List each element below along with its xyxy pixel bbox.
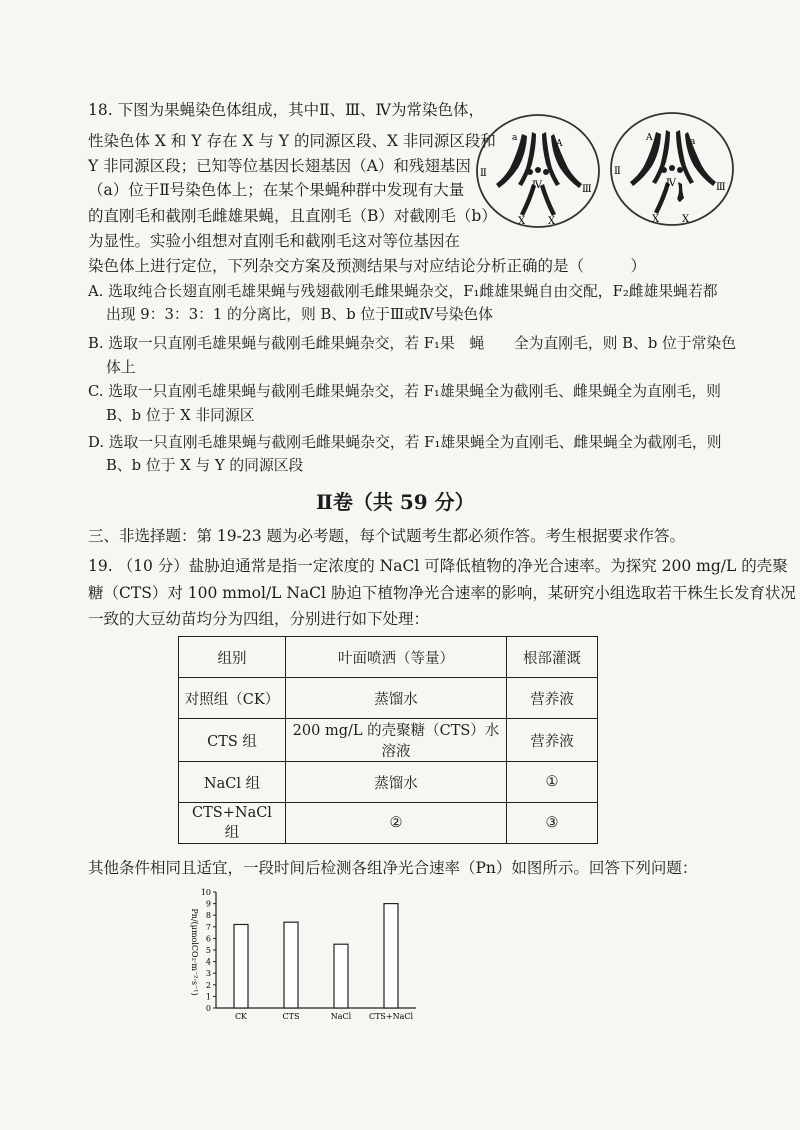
chrom-label-II-right: Ⅱ <box>614 166 621 177</box>
table-cell: 蒸馏水 <box>286 678 507 719</box>
chart-y-tick-label: 6 <box>205 934 211 944</box>
table-header: 根部灌溉 <box>507 637 598 678</box>
q18-option-b2: 体上 <box>106 359 136 376</box>
chart-y-tick-label: 9 <box>205 899 211 909</box>
chart-x-label-2: NaCl <box>330 1012 352 1021</box>
chart-x-label-0: CK <box>234 1012 248 1021</box>
chart-bar-1 <box>284 922 298 1008</box>
chrom-label-IV-left: Ⅳ <box>532 180 542 191</box>
chart-bar-0 <box>234 924 248 1008</box>
table-cell: ② <box>286 803 507 844</box>
q18-line-2: Y 非同源区段；已知等位基因长翅基因（A）和残翅基因 <box>88 157 471 175</box>
q18-option-c1: C. 选取一只直刚毛雄果蝇与截刚毛雌果蝇杂交，若 F₁雄果蝇全为截刚毛、雌果蝇全为直刚毛，则 <box>88 383 721 400</box>
chrom-label-A-right: A <box>646 133 653 143</box>
table-row <box>179 719 598 762</box>
table-row <box>179 678 598 719</box>
section-instruction: 三、非选择题：第 19-23 题为必考题，每个试题考生都必须作答。考生根据要求作答。 <box>88 527 686 545</box>
chrom-label-A-left: A <box>556 139 563 149</box>
q19-after-table: 其他条件相同且适宜，一段时间后检测各组净光合速率（Pn）如图所示。回答下列问题： <box>88 859 698 877</box>
q19-line-0: 19. （10 分）盐胁迫通常是指一定浓度的 NaCl 可降低植物的净光合速率。为探究 200 mg/L 的壳聚 <box>88 557 788 575</box>
q18-line-5: 为显性。实验小组想对直刚毛和截刚毛这对等位基因在 <box>88 232 461 250</box>
table-cell: CTS+NaCl 组 <box>179 803 286 844</box>
chromosome-diagram-left <box>474 112 602 230</box>
table-cell: ③ <box>507 803 598 844</box>
q19-line-1: 糖（CTS）对 100 mmol/L NaCl 胁迫下植物净光合速率的影响，某研究小组选取若干株生长发育状况 <box>88 584 796 602</box>
chromosome-diagram-right <box>608 110 736 228</box>
chrom-label-X1-right: X <box>652 214 660 225</box>
chart-y-tick-label: 4 <box>205 957 211 967</box>
q18-line-3: （a）位于Ⅱ号染色体上；在某个果蝇种群中发现有大量 <box>88 181 465 199</box>
chrom-label-III-left: Ⅲ <box>582 184 592 195</box>
chart-bar-2 <box>334 944 348 1008</box>
chrom-label-III-right: Ⅲ <box>716 182 726 193</box>
chrom-label-IV-right: Ⅳ <box>666 178 676 189</box>
section-title: Ⅱ卷（共 59 分） <box>316 490 475 514</box>
chrom-label-X2-left: X <box>548 216 556 227</box>
q18-option-b1: B. 选取一只直刚毛雄果蝇与截刚毛雌果蝇杂交，若 F₁果 蝇 全为直刚毛，则 B、b 位于常染色 <box>88 335 737 352</box>
q19-line-2: 一致的大豆幼苗均分为四组，分别进行如下处理： <box>88 610 430 628</box>
table-header-row <box>179 637 598 678</box>
q18-option-c2: B、b 位于 X 非同源区 <box>106 407 255 424</box>
table-cell: 200 mg/L 的壳聚糖（CTS）水溶液 <box>286 719 507 762</box>
table-cell: 营养液 <box>507 678 598 719</box>
table-cell: NaCl 组 <box>179 762 286 803</box>
chart-ylabel: Pn/(μmolCO₂·m⁻²·s⁻¹) <box>190 908 199 996</box>
q18-line-0: 18. 下图为果蝇染色体组成，其中Ⅱ、Ⅲ、Ⅳ为常染色体， <box>88 101 485 119</box>
pn-bar-chart <box>176 882 426 1022</box>
table-cell: 营养液 <box>507 719 598 762</box>
table-cell: CTS 组 <box>179 719 286 762</box>
q18-line-1: 性染色体 X 和 Y 存在 X 与 Y 的同源区段、X 非同源区段和 <box>88 132 496 150</box>
table-row <box>179 762 598 803</box>
treatment-table <box>178 636 598 844</box>
q18-line-6: 染色体上进行定位，下列杂交方案及预测结果与对应结论分析正确的是（ ） <box>88 257 647 275</box>
table-cell: 蒸馏水 <box>286 762 507 803</box>
chart-y-tick-label: 2 <box>205 980 211 990</box>
chrom-label-X2-right: X <box>682 214 690 225</box>
table-header: 叶面喷洒（等量） <box>286 637 507 678</box>
q18-line-4: 的直刚毛和截刚毛雌雄果蝇，且直刚毛（B）对截刚毛（b） <box>88 207 497 225</box>
table-row <box>179 803 598 844</box>
chart-y-tick-label: 3 <box>205 969 211 979</box>
chart-x-label-3: CTS+NaCl <box>368 1012 414 1021</box>
q18-option-d2: B、b 位于 X 与 Y 的同源区段 <box>106 457 304 474</box>
chart-y-tick-label: 5 <box>205 946 211 955</box>
chrom-label-II-left: Ⅱ <box>480 168 487 179</box>
q18-option-a1: A. 选取纯合长翅直刚毛雄果蝇与残翅截刚毛雌果蝇杂交，F₁雌雄果蝇自由交配，F₂雌雄果蝇若都 <box>88 283 718 300</box>
chart-y-tick-label: 10 <box>200 888 211 897</box>
chart-y-tick-label: 1 <box>205 992 211 1002</box>
chart-y-tick-label: 8 <box>205 911 211 921</box>
chart-bar-3 <box>384 904 398 1008</box>
table-header: 组别 <box>179 637 286 678</box>
chrom-label-X1-left: X <box>518 216 526 227</box>
chart-x-label-1: CTS <box>282 1012 300 1021</box>
chart-y-tick-label: 0 <box>205 1004 211 1013</box>
chrom-label-a-right: a <box>690 137 696 147</box>
table-cell: ① <box>507 762 598 803</box>
table-cell: 对照组（CK） <box>179 678 286 719</box>
chrom-label-a-left: a <box>512 133 518 143</box>
chart-y-tick-label: 7 <box>205 922 211 932</box>
q18-option-d1: D. 选取一只直刚毛雄果蝇与截刚毛雌果蝇杂交，若 F₁雄果蝇全为直刚毛、雌果蝇全为截刚毛，则 <box>88 434 722 451</box>
q18-option-a2: 出现 9：3：3：1 的分离比，则 B、b 位于Ⅲ或Ⅳ号染色体 <box>106 306 494 323</box>
